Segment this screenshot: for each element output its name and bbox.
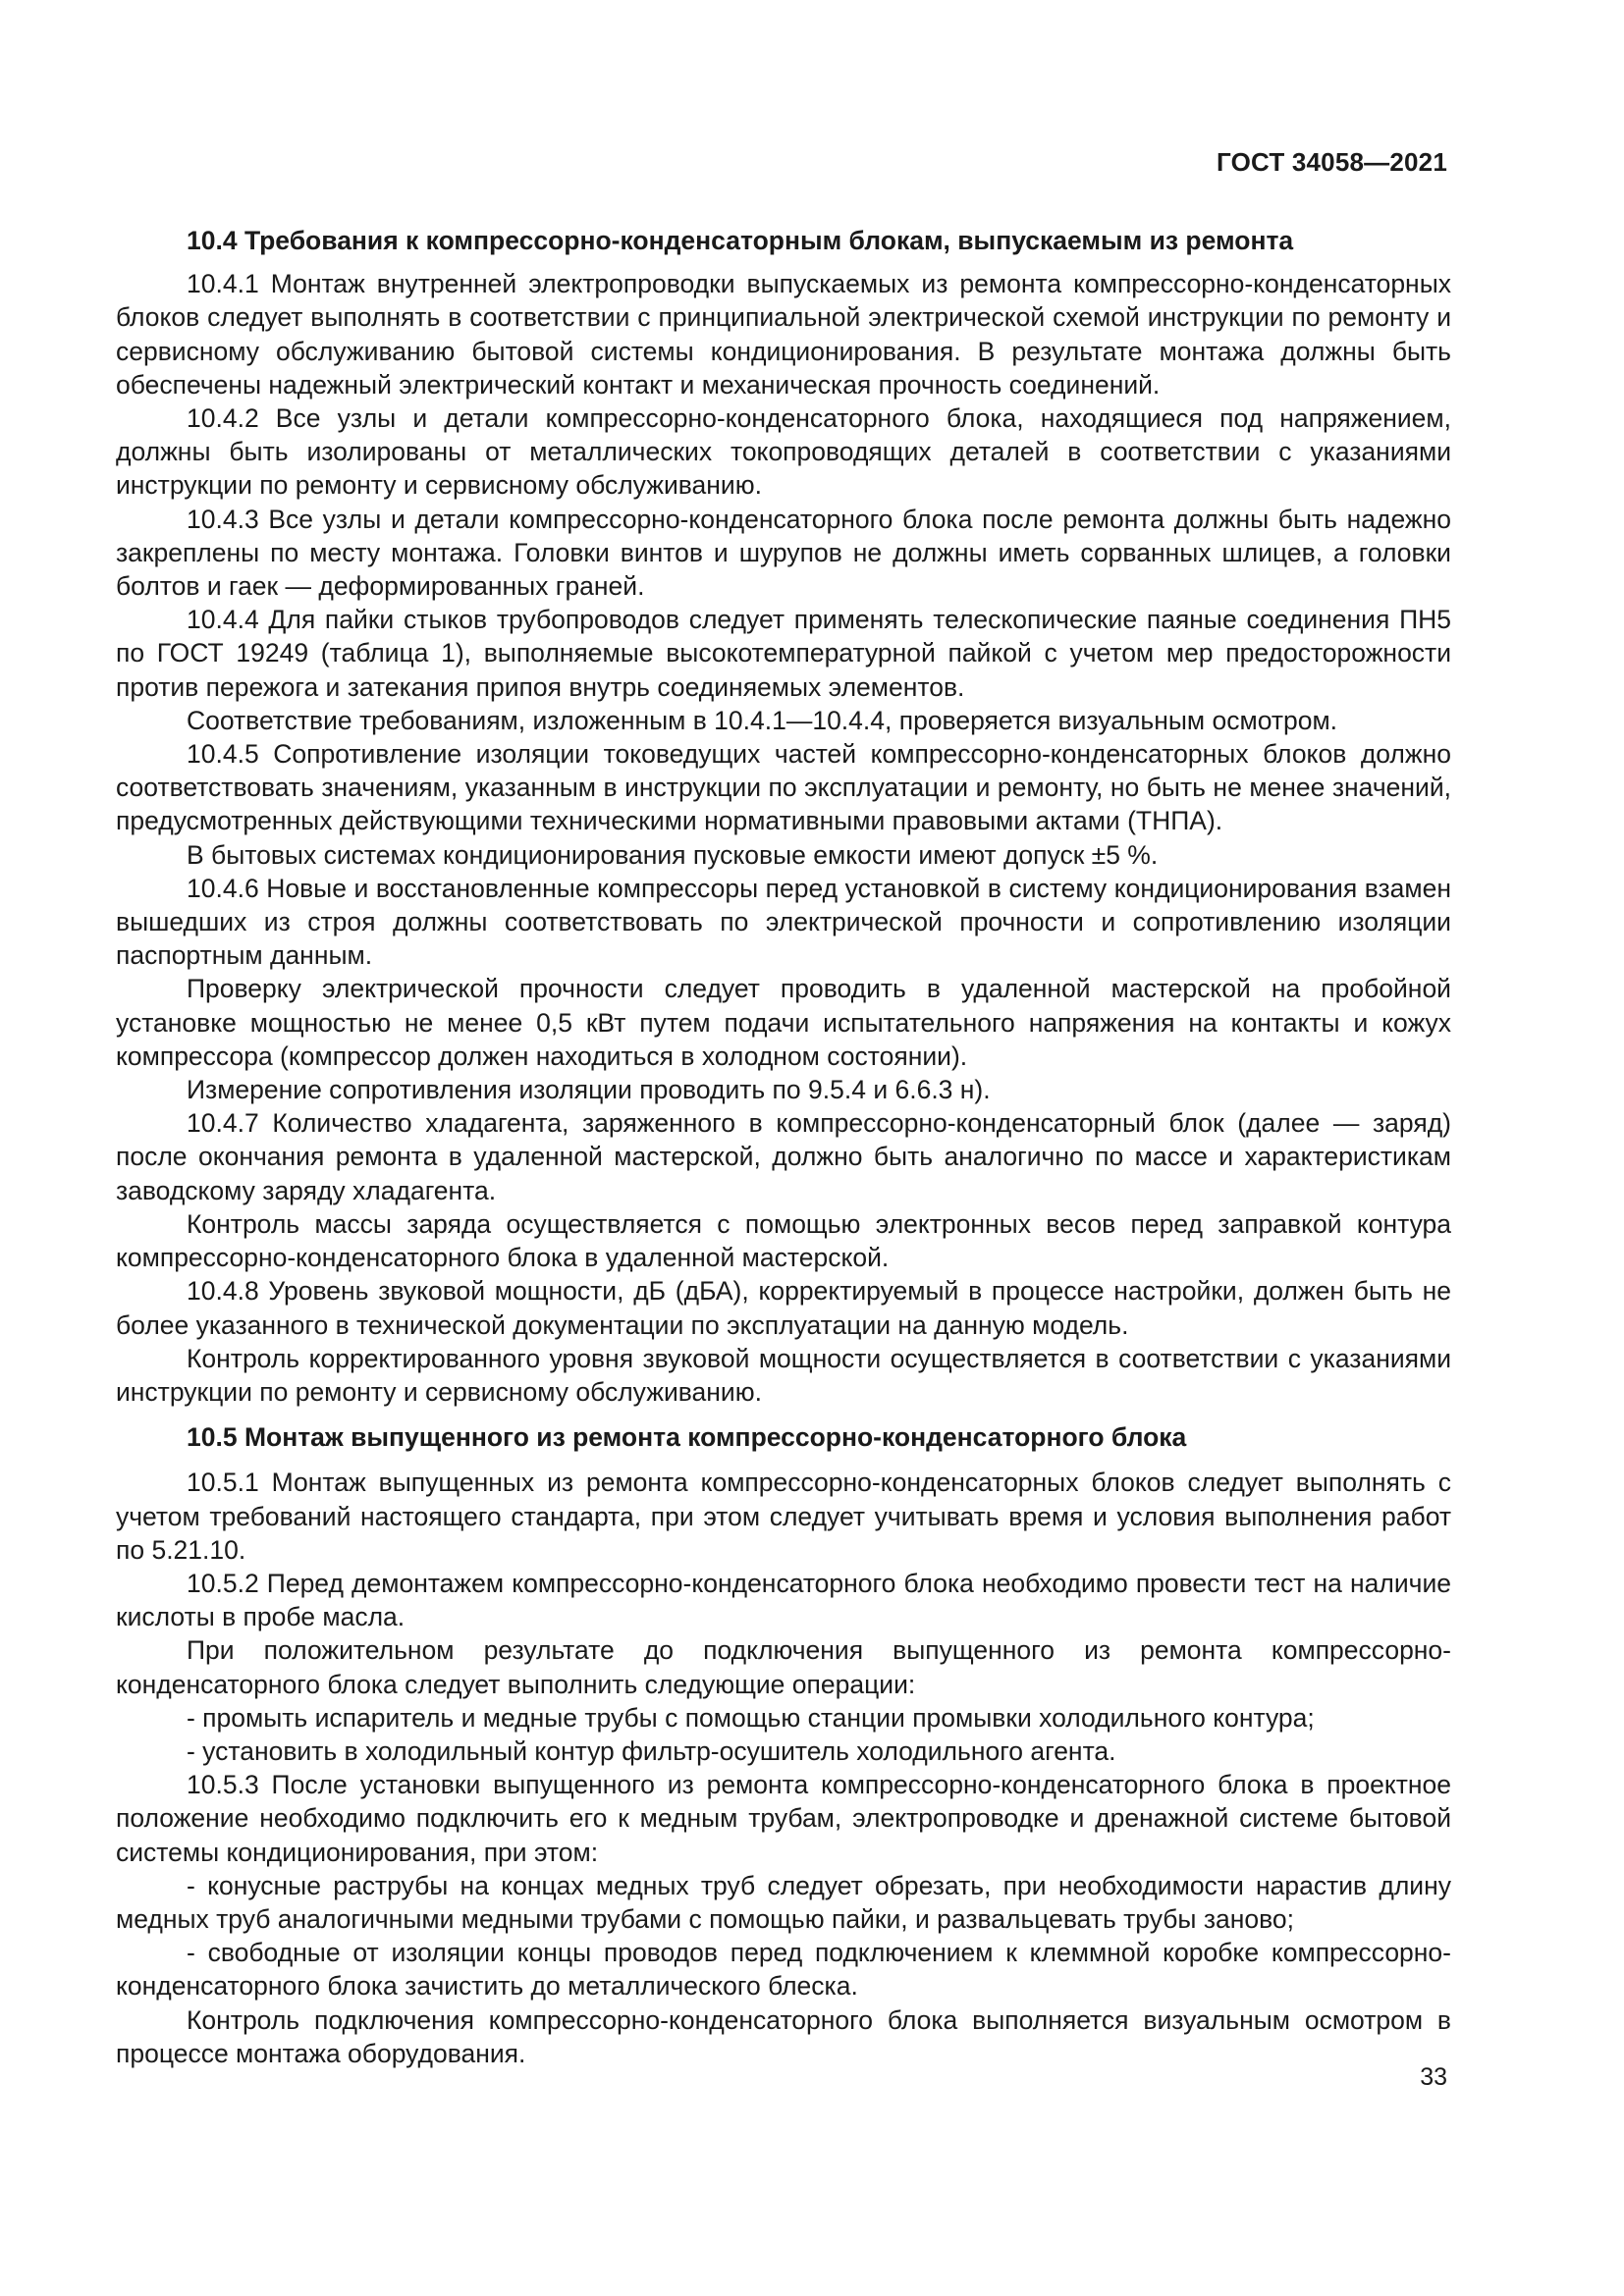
paragraph-10-4-1: 10.4.1 Монтаж внутренней электропроводки выпускаемых из ремонта компрессорно-конденсаторных блоков следует выполнять в соответствии с принципиальной электрической схемой инструкции по ремонту и сервисному обслуживанию бытовой системы кондиционирования. В результате монтажа должны быть обеспечены надежный электрический контакт и механическая прочность соединений. [116,269,1451,400]
paragraph-strength-test: Проверку электрической прочности следует проводить в удаленной мастерской на пробойной установке мощностью не менее 0,5 кВт путем подачи испытательного напряжения на контакты и кожух компрессора (компрессор должен находиться в холодном состоянии). [116,974,1451,1071]
paragraph-capacitor-tolerance: В бытовых системах кондиционирования пусковые емкости имеют допуск ±5 %. [187,839,1159,870]
paragraph-10-5-1: 10.5.1 Монтаж выпущенных из ремонта компрессорно-конденсаторных блоков следует выполнять с учетом требований настоящего стандарта, при этом следует учитывать время и условия выполнения работ по 5.21.10. [116,1468,1451,1565]
paragraph-insulation-measurement: Измерение сопротивления изоляции проводить по 9.5.4 и 6.6.3 н). [187,1075,991,1105]
section-heading-10-4: 10.4 Требования к компрессорно-конденсаторным блокам, выпускаемым из ремонта [187,226,1294,255]
page-number: 33 [1420,2063,1447,2091]
paragraph-10-5-3: 10.5.3 После установки выпущенного из ремонта компрессорно-конденсаторного блока в проектное положение необходимо подключить его к медным трубам, электропроводке и дренажной системе бытовой системы кондиционирования, при этом: [116,1770,1451,1867]
document-body [116,224,1451,2070]
paragraph-10-4-5: 10.4.5 Сопротивление изоляции токоведущих частей компрессорно-конденсаторных блоков должно соответствовать значениям, указанным в инструкции по эксплуатации и ремонту, но быть не менее значений, предусмотренных действующими техническими нормативными правовыми актами (ТНПА). [116,739,1451,836]
paragraph-sound-control: Контроль корректированного уровня звуковой мощности осуществляется в соответствии с указаниями инструкции по ремонту и сервисному обслуживанию. [116,1343,1451,1407]
paragraph-positive-result: При положительном результате до подключения выпущенного из ремонта компрессорно-конденсаторного блока следует выполнить следующие операции: [116,1635,1451,1699]
paragraph-10-4-7: 10.4.7 Количество хладагента, заряженного в компрессорно-конденсаторный блок (далее — заряд) после окончания ремонта в удаленной мастерской, должно быть аналогично по массе и характеристикам заводскому заряду хладагента. [116,1108,1451,1205]
paragraph-10-4-8: 10.4.8 Уровень звуковой мощности, дБ (дБА), корректируемый в процессе настройки, должен быть не более указанного в технической документации по эксплуатации на данную модель. [116,1276,1451,1340]
document-code-header: ГОСТ 34058—2021 [1217,147,1447,177]
list-item-flush: - промыть испаритель и медные трубы с помощью станции промывки холодильного контура; [187,1702,1315,1733]
paragraph-10-4-6: 10.4.6 Новые и восстановленные компрессоры перед установкой в систему кондиционирования взамен вышедших из строя должны соответствовать по электрической прочности и сопротивлению изоляции паспортным данным. [116,873,1451,971]
paragraph-10-4-2: 10.4.2 Все узлы и детали компрессорно-конденсаторного блока, находящиеся под напряжением, должны быть изолированы от металлических токопроводящих деталей в соответствии с указаниями инструкции по ремонту и сервисному обслуживанию. [116,403,1451,501]
paragraph-charge-control: Контроль массы заряда осуществляется с помощью электронных весов перед заправкой контура компрессорно-конденсаторного блока в удаленной мастерской. [116,1208,1451,1273]
paragraph-compliance-note: Соответствие требованиям, изложенным в 10.4.1—10.4.4, проверяется визуальным осмотром. [187,705,1338,735]
section-heading-10-5: 10.5 Монтаж выпущенного из ремонта компрессорно-конденсаторного блока [187,1422,1187,1453]
paragraph-connection-control: Контроль подключения компрессорно-конденсаторного блока выполняется визуальным осмотром в процессе монтажа оборудования. [116,2004,1451,2068]
list-item-filter-drier: - установить в холодильный контур фильтр-осушитель холодильного агента. [187,1735,1116,1766]
paragraph-10-5-2: 10.5.2 Перед демонтажем компрессорно-конденсаторного блока необходимо провести тест на наличие кислоты в пробе масла. [116,1568,1451,1632]
list-item-wire-strip: - свободные от изоляции концы проводов перед подключением к клеммной коробке компрессорно-конденсаторного блока зачистить до металлического блеска. [116,1938,1451,2002]
paragraph-10-4-3: 10.4.3 Все узлы и детали компрессорно-конденсаторного блока после ремонта должны быть надежно закреплены по месту монтажа. Головки винтов и шурупов не должны иметь сорванных шлицев, а головки болтов и гаек — деформированных граней. [116,504,1451,602]
paragraph-10-4-4: 10.4.4 Для пайки стыков трубопроводов следует применять телескопические паяные соединения ПН5 по ГОСТ 19249 (таблица 1), выполняемые высокотемпературной пайкой с учетом мер предосторожности против пережога и затекания припоя внутрь соединяемых элементов. [116,605,1451,702]
list-item-flare-cut: - конусные раструбы на концах медных труб следует обрезать, при необходимости нарастив длину медных труб аналогичными медными трубами с помощью пайки, и развальцевать трубы заново; [116,1870,1451,1934]
